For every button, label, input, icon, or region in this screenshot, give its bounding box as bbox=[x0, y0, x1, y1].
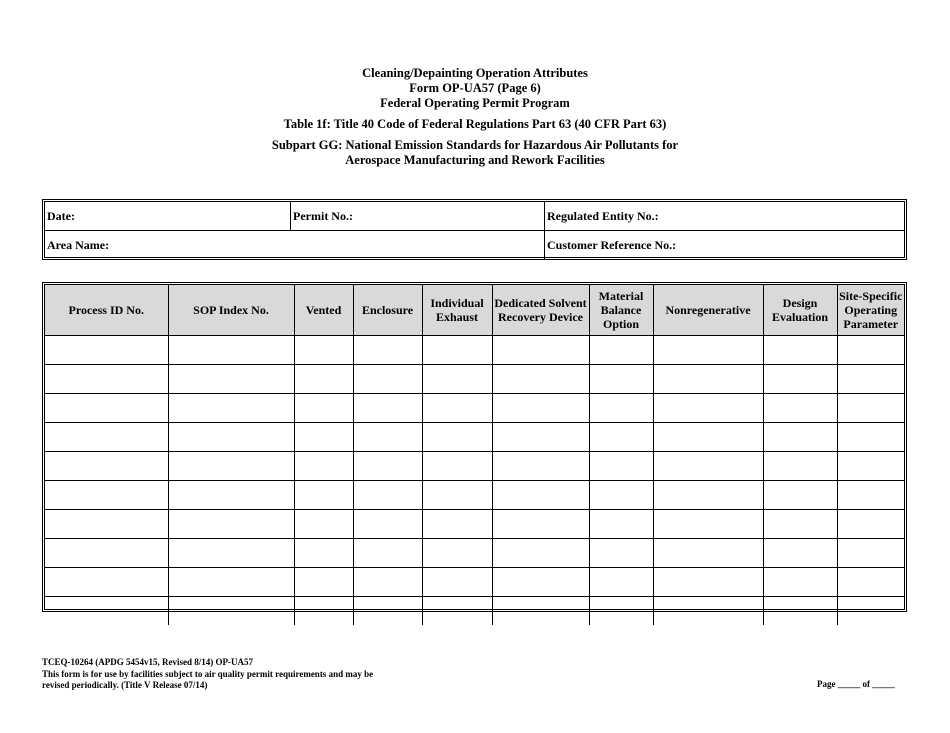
table-cell[interactable] bbox=[837, 481, 904, 510]
table-cell[interactable] bbox=[422, 597, 492, 626]
table-row bbox=[45, 597, 904, 626]
regulated-entity-field[interactable] bbox=[545, 202, 904, 230]
table-cell[interactable] bbox=[653, 539, 763, 568]
table-row bbox=[45, 336, 904, 365]
table-cell[interactable] bbox=[653, 597, 763, 626]
table-cell[interactable] bbox=[492, 452, 589, 481]
table-cell[interactable] bbox=[653, 423, 763, 452]
table-cell[interactable] bbox=[353, 452, 422, 481]
table-cell[interactable] bbox=[492, 336, 589, 365]
table-cell[interactable] bbox=[45, 481, 168, 510]
table-cell[interactable] bbox=[422, 510, 492, 539]
usage-note-2: revised periodically. (Title V Release 07/14) bbox=[42, 680, 208, 690]
table-cell[interactable] bbox=[589, 597, 653, 626]
table-cell[interactable] bbox=[353, 336, 422, 365]
regulated-entity-label: Regulated Entity No.: bbox=[547, 209, 659, 223]
table-cell[interactable] bbox=[294, 510, 353, 539]
area-name-field[interactable] bbox=[45, 231, 544, 259]
table-cell[interactable] bbox=[837, 365, 904, 394]
table-cell[interactable] bbox=[763, 394, 837, 423]
table-cell[interactable] bbox=[353, 394, 422, 423]
table-cell[interactable] bbox=[294, 481, 353, 510]
table-cell[interactable] bbox=[353, 481, 422, 510]
table-cell[interactable] bbox=[422, 452, 492, 481]
table-row bbox=[45, 481, 904, 510]
table-cell[interactable] bbox=[422, 568, 492, 597]
table-row bbox=[45, 394, 904, 423]
table-cell[interactable] bbox=[168, 481, 294, 510]
table-row bbox=[45, 423, 904, 452]
date-label: Date: bbox=[47, 209, 75, 223]
usage-note-1: This form is for use by facilities subject to air quality permit requirements and may be bbox=[42, 668, 374, 679]
table-cell[interactable] bbox=[168, 423, 294, 452]
table-cell[interactable] bbox=[168, 539, 294, 568]
table-cell[interactable] bbox=[168, 336, 294, 365]
table-cell[interactable] bbox=[837, 394, 904, 423]
table-row bbox=[45, 452, 904, 481]
table-cell[interactable] bbox=[294, 394, 353, 423]
permit-number-label: Permit No.: bbox=[293, 209, 353, 223]
table-cell[interactable] bbox=[168, 568, 294, 597]
table-cell[interactable] bbox=[492, 597, 589, 626]
table-cell[interactable] bbox=[168, 365, 294, 394]
table-cell[interactable] bbox=[837, 597, 904, 626]
table-cell[interactable] bbox=[653, 481, 763, 510]
column-header: Vented bbox=[294, 285, 353, 336]
table-cell[interactable] bbox=[837, 510, 904, 539]
table-cell[interactable] bbox=[653, 452, 763, 481]
table-header-row bbox=[45, 285, 904, 336]
table-cell[interactable] bbox=[168, 597, 294, 626]
date-field[interactable] bbox=[45, 202, 290, 230]
table-cell[interactable] bbox=[763, 510, 837, 539]
table-cell[interactable] bbox=[763, 452, 837, 481]
table-cell[interactable] bbox=[653, 510, 763, 539]
table-cell[interactable] bbox=[763, 539, 837, 568]
customer-reference-label: Customer Reference No.: bbox=[547, 238, 677, 252]
form-title: Cleaning/Depainting Operation Attributes bbox=[362, 66, 588, 80]
table-cell[interactable] bbox=[45, 539, 168, 568]
table-cell[interactable] bbox=[837, 539, 904, 568]
table-cell[interactable] bbox=[837, 452, 904, 481]
area-name-label: Area Name: bbox=[47, 238, 110, 252]
table-cell[interactable] bbox=[422, 394, 492, 423]
table-cell[interactable] bbox=[492, 423, 589, 452]
table-cell[interactable] bbox=[422, 423, 492, 452]
table-cell[interactable] bbox=[763, 597, 837, 626]
column-header: Process ID No. bbox=[45, 285, 168, 336]
table-cell[interactable] bbox=[353, 365, 422, 394]
table-cell[interactable] bbox=[589, 539, 653, 568]
table-cell[interactable] bbox=[45, 510, 168, 539]
table-cell[interactable] bbox=[45, 365, 168, 394]
column-header: Design Evaluation bbox=[763, 285, 837, 336]
table-cell[interactable] bbox=[837, 423, 904, 452]
table-cell[interactable] bbox=[422, 365, 492, 394]
table-cell[interactable] bbox=[763, 568, 837, 597]
table-cell[interactable] bbox=[589, 423, 653, 452]
table-row bbox=[45, 510, 904, 539]
table-cell[interactable] bbox=[353, 568, 422, 597]
table-row bbox=[45, 365, 904, 394]
table-cell[interactable] bbox=[589, 568, 653, 597]
table-cell[interactable] bbox=[168, 510, 294, 539]
table-cell[interactable] bbox=[653, 568, 763, 597]
table-cell[interactable] bbox=[422, 481, 492, 510]
table-cell[interactable] bbox=[294, 336, 353, 365]
column-header: Individual Exhaust bbox=[422, 285, 492, 336]
table-cell[interactable] bbox=[589, 365, 653, 394]
table-cell[interactable] bbox=[589, 336, 653, 365]
table-cell[interactable] bbox=[353, 510, 422, 539]
table-cell[interactable] bbox=[353, 539, 422, 568]
table-cell[interactable] bbox=[294, 597, 353, 626]
table-cell[interactable] bbox=[294, 423, 353, 452]
table-cell[interactable] bbox=[45, 423, 168, 452]
table-cell[interactable] bbox=[294, 568, 353, 597]
table-cell[interactable] bbox=[168, 452, 294, 481]
table-cell[interactable] bbox=[45, 452, 168, 481]
table-cell[interactable] bbox=[653, 365, 763, 394]
table-cell[interactable] bbox=[294, 539, 353, 568]
info-row-1 bbox=[45, 202, 904, 231]
attributes-table bbox=[45, 285, 904, 625]
table-row bbox=[45, 539, 904, 568]
column-header: Enclosure bbox=[353, 285, 422, 336]
permit-number-field[interactable] bbox=[291, 202, 544, 230]
table-cell[interactable] bbox=[45, 336, 168, 365]
table-cell[interactable] bbox=[589, 481, 653, 510]
table-cell[interactable] bbox=[492, 568, 589, 597]
column-header: SOP Index No. bbox=[168, 285, 294, 336]
table-cell[interactable] bbox=[763, 365, 837, 394]
table-cell[interactable] bbox=[168, 394, 294, 423]
column-header: Material Balance Option bbox=[589, 285, 653, 336]
column-header: Site-Specific Operating Parameter bbox=[837, 285, 904, 336]
table-cell[interactable] bbox=[492, 394, 589, 423]
applicant-info-box bbox=[42, 199, 907, 260]
attributes-table-wrapper bbox=[42, 282, 907, 612]
table-cell[interactable] bbox=[837, 336, 904, 365]
table-cell[interactable] bbox=[492, 481, 589, 510]
table-cell[interactable] bbox=[353, 597, 422, 626]
form-number: Form OP-UA57 (Page 6) bbox=[409, 81, 541, 95]
form-revision: TCEQ-10264 (APDG 5454v15, Revised 8/14) OP-UA57 bbox=[42, 657, 253, 667]
column-header: Dedicated Solvent Recovery Device bbox=[492, 285, 589, 336]
table-cell[interactable] bbox=[353, 423, 422, 452]
table-cell[interactable] bbox=[763, 336, 837, 365]
table-cell[interactable] bbox=[492, 539, 589, 568]
table-cell[interactable] bbox=[45, 568, 168, 597]
form-header bbox=[0, 66, 950, 168]
table-cell[interactable] bbox=[294, 452, 353, 481]
table-cell[interactable] bbox=[45, 597, 168, 626]
table-cell[interactable] bbox=[763, 481, 837, 510]
table-cell[interactable] bbox=[294, 365, 353, 394]
info-row-2 bbox=[45, 231, 904, 259]
page-number: Page _____ of _____ bbox=[817, 679, 895, 689]
table-cell[interactable] bbox=[653, 336, 763, 365]
customer-reference-field[interactable] bbox=[545, 231, 904, 259]
table-cell[interactable] bbox=[837, 568, 904, 597]
table-title: Table 1f: Title 40 Code of Federal Regulations Part 63 (40 CFR Part 63) bbox=[283, 117, 667, 131]
subpart-line-1: Subpart GG: National Emission Standards for Hazardous Air Pollutants for bbox=[271, 138, 679, 152]
table-cell[interactable] bbox=[492, 510, 589, 539]
program-name: Federal Operating Permit Program bbox=[380, 96, 570, 110]
table-cell[interactable] bbox=[45, 394, 168, 423]
table-cell[interactable] bbox=[422, 336, 492, 365]
table-row bbox=[45, 568, 904, 597]
table-cell[interactable] bbox=[653, 394, 763, 423]
table-cell[interactable] bbox=[763, 423, 837, 452]
table-body bbox=[45, 336, 904, 626]
table-cell[interactable] bbox=[422, 539, 492, 568]
column-header: Nonregenerative bbox=[653, 285, 763, 336]
form-footer bbox=[42, 657, 373, 692]
subpart-line-2: Aerospace Manufacturing and Rework Facilities bbox=[345, 153, 605, 167]
table-cell[interactable] bbox=[589, 394, 653, 423]
table-cell[interactable] bbox=[589, 510, 653, 539]
table-cell[interactable] bbox=[492, 365, 589, 394]
table-cell[interactable] bbox=[589, 452, 653, 481]
